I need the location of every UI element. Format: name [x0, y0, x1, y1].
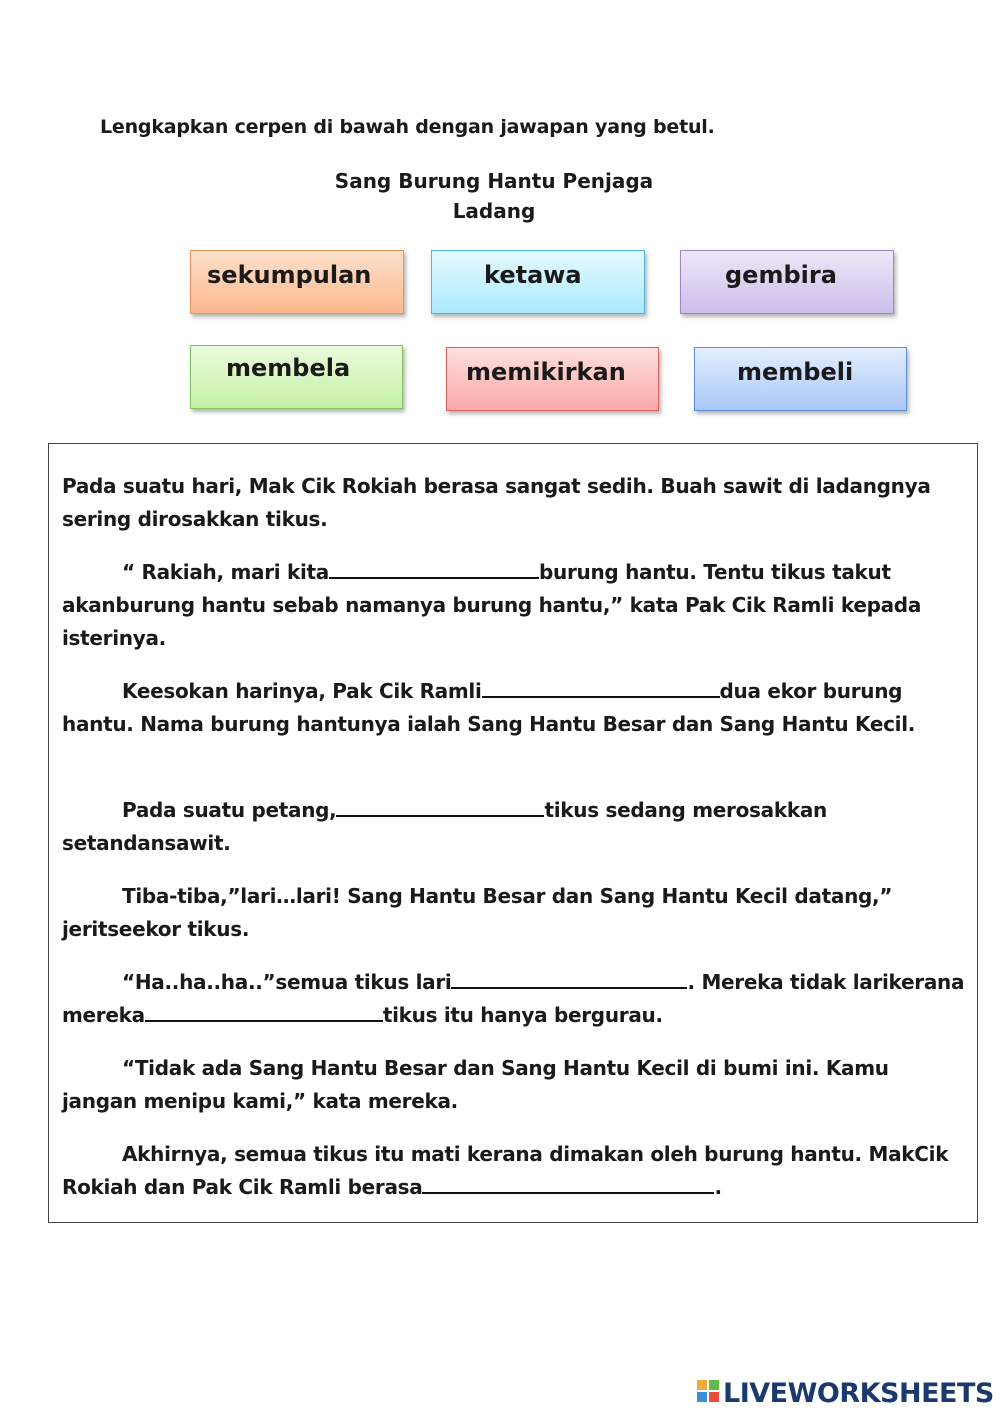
answer-blank-1[interactable] [329, 557, 539, 579]
answer-blank-5[interactable] [145, 1000, 383, 1022]
answer-blank-4[interactable] [451, 967, 687, 989]
word-option-gembira[interactable]: gembira [680, 250, 894, 314]
title-line-1: Sang Burung Hantu Penjaga [334, 169, 654, 193]
paragraph-5 [62, 880, 967, 946]
paragraph-6-start: “Ha..ha..ha..”semua tikus lari [122, 970, 452, 994]
word-option-ketawa[interactable]: ketawa [431, 250, 645, 314]
instruction-text: Lengkapkan cerpen di bawah dengan jawapan yang betul. [100, 116, 715, 138]
paragraph-4 [62, 794, 967, 860]
word-option-membela[interactable]: membela [190, 345, 403, 409]
logo-icon [697, 1380, 719, 1404]
paragraph-8-end: . [714, 1175, 722, 1199]
answer-blank-3[interactable] [336, 795, 544, 817]
answer-blank-6[interactable] [422, 1172, 714, 1194]
story-title [294, 166, 694, 226]
logo-text: LIVEWORKSHEETS [723, 1378, 994, 1409]
word-option-sekumpulan[interactable]: sekumpulan [190, 250, 404, 314]
paragraph-4-start: Pada suatu petang, [122, 798, 337, 822]
paragraph-5-text: Tiba-tiba,”lari…lari! Sang Hantu Besar dan Sang Hantu Kecil datang,” jeritseekor tikus. [62, 884, 893, 941]
paragraph-3 [62, 675, 967, 741]
paragraph-3-end: dua ekor burung hantu. Nama burung hantunya ialah Sang Hantu Besar dan Sang Hantu Kecil. [62, 679, 916, 736]
paragraph-2-end: burung hantu. Tentu tikus takut akanburung hantu sebab namanya burung hantu,” kata Pak Cik Ramli kepada isterinya. [62, 560, 922, 650]
paragraph-6-end: tikus itu hanya bergurau. [382, 1003, 663, 1027]
word-option-membeli[interactable]: membeli [694, 347, 907, 411]
title-line-2: Ladang [452, 199, 536, 223]
paragraph-1: Pada suatu hari, Mak Cik Rokiah berasa sangat sedih. Buah sawit di ladangnya sering dirosakkan tikus. [62, 474, 931, 531]
paragraph-2 [62, 556, 967, 655]
paragraph-8 [62, 1138, 967, 1204]
paragraph-7 [62, 1052, 967, 1118]
liveworksheets-logo [697, 1378, 994, 1409]
paragraph-7-text: “Tidak ada Sang Hantu Besar dan Sang Hantu Kecil di bumi ini. Kamu jangan menipu kami,” kata mereka. [62, 1056, 889, 1113]
paragraph-4-end: tikus sedang merosakkan setandansawit. [62, 798, 827, 855]
paragraph-2-start: “ Rakiah, mari kita [122, 560, 329, 584]
paragraph-6 [62, 966, 967, 1032]
paragraph-6-middle: . Mereka tidak larikerana mereka [62, 970, 965, 1027]
answer-blank-2[interactable] [482, 676, 720, 698]
story-box [48, 443, 978, 1223]
paragraph-8-start: Akhirnya, semua tikus itu mati kerana dimakan oleh burung hantu. MakCik Rokiah dan Pak Cik Ramli berasa [62, 1142, 949, 1199]
paragraph-3-start: Keesokan harinya, Pak Cik Ramli [122, 679, 482, 703]
word-option-memikirkan[interactable]: memikirkan [446, 347, 659, 411]
